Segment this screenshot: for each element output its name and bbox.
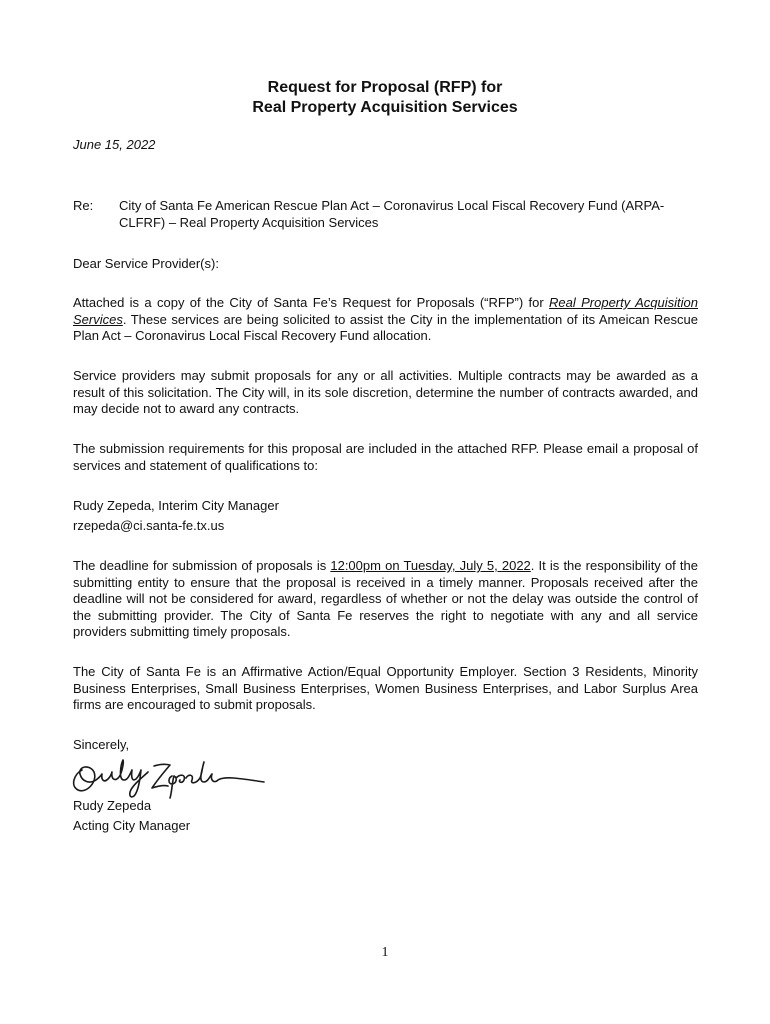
letter-date: June 15, 2022 (73, 137, 156, 152)
contact-email[interactable]: rzepeda@ci.santa-fe.tx.us (73, 518, 225, 533)
re-subject: City of Santa Fe American Rescue Plan Act – Coronavirus Local Fiscal Recovery Fund (ARPA-CLFRF) – Real Property Acquisition Services (119, 198, 665, 230)
re-label: Re: (73, 198, 94, 213)
contact-name: Rudy Zepeda, Interim City Manager (73, 498, 279, 513)
paragraph-deadline-before: The deadline for submission of proposals is (73, 558, 331, 573)
salutation: Dear Service Provider(s): (73, 256, 219, 271)
page-number: 1 (381, 945, 389, 960)
title-line-1: Request for Proposal (RFP) for (267, 79, 503, 96)
paragraph-deadline-after: . It is the responsibility of the submitting entity to ensure that the proposal is received in a timely manner. Proposals received after the deadline will not be considered for award, regardless of whether or not the delay was outside the control of the submitting provider. The City of Santa Fe reserves the right to negotiate with any and all service providers submitting timely proposals. (73, 558, 699, 639)
paragraph-deadline (73, 558, 698, 641)
paragraph-attachment-after: . These services are being solicited to assist the City in the implementation of its Ameican Rescue Plan Act – Coronavirus Local Fiscal Recovery Fund allocation. (73, 311, 698, 343)
paragraph-equal-opportunity: The City of Santa Fe is an Affirmative Action/Equal Opportunity Employer. Section 3 Residents, Minority Business Enterprises, Small Business Enterprises, Women Business Enterprises, and Labor Surplus Area firms are encouraged to submit proposals. (73, 664, 698, 712)
paragraph-attachment-before: Attached is a copy of the City of Santa Fe’s Request for Proposals (“RFP”) for (73, 295, 550, 310)
signer-title: Acting City Manager (73, 818, 191, 833)
title-line-2: Real Property Acquisition Services (252, 99, 518, 116)
service-name-emphasis: Real Property Acquisition Services (73, 295, 698, 327)
paragraph-attachment (73, 295, 698, 345)
deadline-date: 12:00pm on Tuesday, July 5, 2022 (330, 558, 531, 573)
signer-name: Rudy Zepeda (73, 798, 152, 813)
paragraph-submission: The submission requirements for this proposal are included in the attached RFP. Please email a proposal of services and statement of qualifications to: (73, 441, 698, 473)
closing: Sincerely, (73, 737, 130, 752)
paragraph-service-providers: Service providers may submit proposals for any or all activities. Multiple contracts may be awarded as a result of this solicitation. The City will, in its sole discretion, determine the number of contracts awarded, and may decide not to award any contracts. (73, 368, 698, 416)
signature-image (68, 752, 268, 802)
